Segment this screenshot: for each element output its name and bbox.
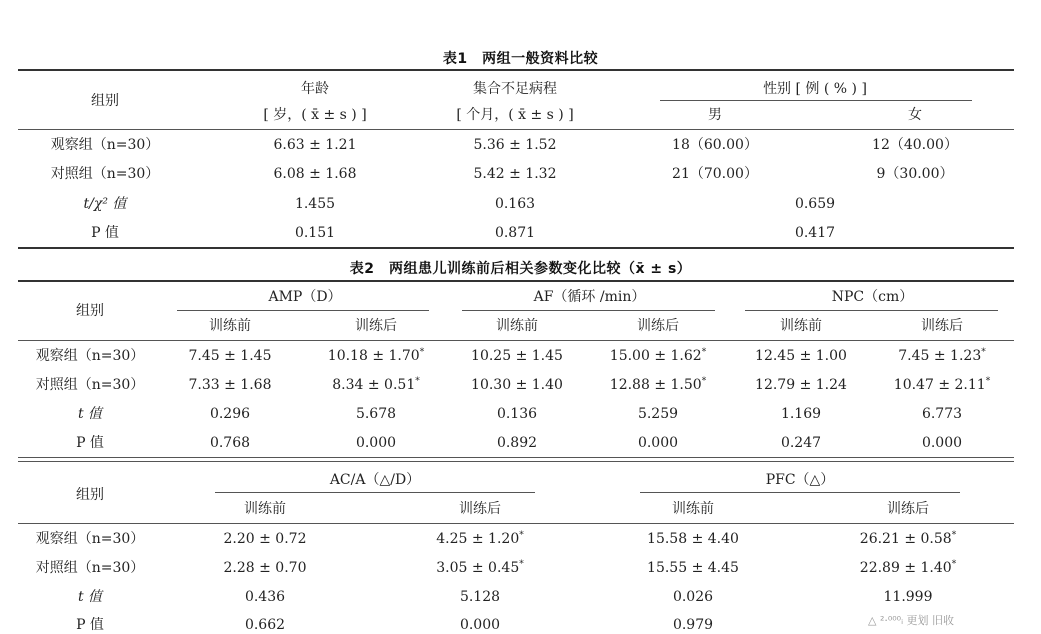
table2-p-amp-after: 0.000 — [355, 435, 397, 451]
table2-head-npc-after: 训练后 — [921, 318, 963, 334]
table1-row1-course: 5.36 ± 1.52 — [473, 137, 557, 153]
table3-p-aca-after: 0.000 — [459, 617, 501, 633]
table3-row2-pfc-before: 15.55 ± 4.45 — [647, 560, 739, 576]
table3-t-label: t 值 — [77, 589, 103, 605]
table2-top-rule — [18, 280, 1014, 282]
table3-head-aca: AC/A（△/D） — [329, 472, 421, 488]
table2-head-af: AF（循环 /min） — [533, 289, 646, 305]
table3-row2-aca-before: 2.28 ± 0.70 — [223, 560, 307, 576]
table1-top-rule — [18, 69, 1014, 71]
table3-t-aca-before: 0.436 — [244, 589, 286, 605]
table2-t-af-after: 5.259 — [637, 406, 679, 422]
table2-head-rule — [18, 340, 1014, 341]
table1-row1-group: 观察组（n=30） — [50, 137, 160, 153]
table3-t-aca-after: 5.128 — [459, 589, 501, 605]
table2-t-amp-after: 5.678 — [355, 406, 397, 422]
table1-head-age: 年龄 — [301, 81, 329, 97]
significance-mark: * — [951, 559, 957, 570]
table2-row1-amp-after: 10.18 ± 1.70* — [327, 347, 425, 364]
table2-head-af-after: 训练后 — [637, 318, 679, 334]
table1-row2-group: 对照组（n=30） — [50, 166, 160, 182]
table2-head-amp-after: 训练后 — [355, 318, 397, 334]
table1-p-label: P 值 — [91, 225, 119, 241]
table2-npc-subrule — [745, 310, 998, 311]
table3-p-pfc-before: 0.979 — [672, 617, 714, 633]
table1-head-sex: 性别 [ 例 ( % ) ] — [763, 81, 867, 97]
table3-aca-subrule — [215, 492, 535, 493]
table1-row2-age: 6.08 ± 1.68 — [273, 166, 357, 182]
table2-row1-af-after: 15.00 ± 1.62* — [609, 347, 707, 364]
table3-row1-pfc-before: 15.58 ± 4.40 — [647, 531, 739, 547]
table1-head-rule — [18, 129, 1014, 130]
table1-head-group: 组别 — [91, 93, 119, 109]
table1-sex-subrule — [660, 100, 972, 101]
table1-row1-female: 12（40.00） — [872, 137, 958, 153]
table2-row1-af-before: 10.25 ± 1.45 — [471, 348, 563, 364]
table3-head-rule — [18, 523, 1014, 524]
table1-stat-label: t/χ² 值 — [83, 196, 127, 212]
table2-row2-group: 对照组（n=30） — [35, 377, 145, 393]
table2-row1-group: 观察组（n=30） — [35, 348, 145, 364]
significance-mark: * — [419, 347, 425, 358]
table2-row2-npc-after: 10.47 ± 2.11* — [893, 376, 991, 393]
table2-row1-amp-before: 7.45 ± 1.45 — [188, 348, 272, 364]
table3-head-pfc-before: 训练前 — [672, 501, 714, 517]
table2-head-group: 组别 — [76, 303, 104, 319]
table1-head-male: 男 — [708, 107, 722, 123]
table3-row2-group: 对照组（n=30） — [35, 560, 145, 576]
table2-t-npc-before: 1.169 — [780, 406, 822, 422]
table3-row1-group: 观察组（n=30） — [35, 531, 145, 547]
table1-bottom-rule — [18, 247, 1014, 249]
table1-head-female: 女 — [908, 107, 922, 123]
table1-stat-sex: 0.659 — [794, 196, 836, 212]
table1-stat-course: 0.163 — [494, 196, 536, 212]
table2-head-npc: NPC（cm） — [831, 289, 914, 305]
table2-row1-npc-after: 7.45 ± 1.23* — [898, 347, 986, 364]
table2-p-amp-before: 0.768 — [209, 435, 251, 451]
table2-amp-subrule — [177, 310, 429, 311]
table3-row1-aca-after: 4.25 ± 1.20* — [436, 530, 524, 547]
table2-head-amp: AMP（D） — [268, 289, 342, 305]
table2-head-af-before: 训练前 — [496, 318, 538, 334]
table2-p-npc-after: 0.000 — [921, 435, 963, 451]
table2-t-af-before: 0.136 — [496, 406, 538, 422]
table2-row2-npc-before: 12.79 ± 1.24 — [755, 377, 847, 393]
significance-mark: * — [701, 376, 707, 387]
table1-row2-course: 5.42 ± 1.32 — [473, 166, 557, 182]
significance-mark: * — [415, 376, 420, 387]
table2-row2-amp-before: 7.33 ± 1.68 — [188, 377, 272, 393]
table3-p-aca-before: 0.662 — [244, 617, 286, 633]
table2-caption: 表2 两组患儿训练前后相关参数变化比较（x̄ ± s） — [349, 261, 692, 277]
table3-head-pfc-after: 训练后 — [887, 501, 929, 517]
table2-row2-af-after: 12.88 ± 1.50* — [609, 376, 707, 393]
table3-head-aca-after: 训练后 — [459, 501, 501, 517]
table3-pfc-subrule — [640, 492, 960, 493]
table1-row1-age: 6.63 ± 1.21 — [273, 137, 357, 153]
table1-p-course: 0.871 — [494, 225, 536, 241]
table1-head-course: 集合不足病程 — [473, 81, 557, 97]
significance-mark: * — [701, 347, 707, 358]
table2-t-label: t 值 — [77, 406, 103, 422]
table1-stat-age: 1.455 — [294, 196, 336, 212]
significance-mark: * — [985, 376, 991, 387]
table2-head-amp-before: 训练前 — [209, 318, 251, 334]
table2-p-npc-before: 0.247 — [780, 435, 822, 451]
watermark: △ ²·⁰⁰⁰ᵢ 更划 旧收 — [868, 614, 955, 627]
significance-mark: * — [519, 559, 524, 570]
table1-p-age: 0.151 — [294, 225, 336, 241]
table2-t-amp-before: 0.296 — [209, 406, 251, 422]
table2-head-npc-before: 训练前 — [780, 318, 822, 334]
table1-p-sex: 0.417 — [794, 225, 836, 241]
table1-caption: 表1 两组一般资料比较 — [442, 51, 599, 67]
table2-bottom-rule-2 — [18, 461, 1014, 462]
table1-row1-male: 18（60.00） — [672, 137, 758, 153]
table3-p-label: P 值 — [76, 617, 104, 633]
table2-t-npc-after: 6.773 — [921, 406, 963, 422]
table3-head-pfc: PFC（△） — [765, 472, 835, 488]
table3-row1-pfc-after: 26.21 ± 0.58* — [859, 530, 957, 547]
table2-p-af-before: 0.892 — [496, 435, 538, 451]
significance-mark: * — [981, 347, 986, 358]
significance-mark: * — [519, 530, 524, 541]
table2-row2-af-before: 10.30 ± 1.40 — [471, 377, 563, 393]
table2-p-label: P 值 — [76, 435, 104, 451]
table2-row2-amp-after: 8.34 ± 0.51* — [332, 376, 420, 393]
table3-t-pfc-after: 11.999 — [883, 589, 933, 605]
table2-bottom-rule-1 — [18, 457, 1014, 458]
table1-row2-female: 9（30.00） — [876, 166, 954, 182]
table3-row2-pfc-after: 22.89 ± 1.40* — [859, 559, 957, 576]
significance-mark: * — [951, 530, 957, 541]
table3-head-aca-before: 训练前 — [244, 501, 286, 517]
table2-p-af-after: 0.000 — [637, 435, 679, 451]
table3-row1-aca-before: 2.20 ± 0.72 — [223, 531, 307, 547]
table1-head-age-unit: [ 岁，( x̄ ± s ) ] — [263, 107, 367, 123]
table2-row1-npc-before: 12.45 ± 1.00 — [755, 348, 847, 364]
table2-af-subrule — [462, 310, 715, 311]
table3-row2-aca-after: 3.05 ± 0.45* — [436, 559, 524, 576]
table1-head-course-unit: [ 个月，( x̄ ± s ) ] — [456, 107, 574, 123]
table1-row2-male: 21（70.00） — [672, 166, 758, 182]
table3-t-pfc-before: 0.026 — [672, 589, 714, 605]
table3-head-group: 组别 — [76, 487, 104, 503]
